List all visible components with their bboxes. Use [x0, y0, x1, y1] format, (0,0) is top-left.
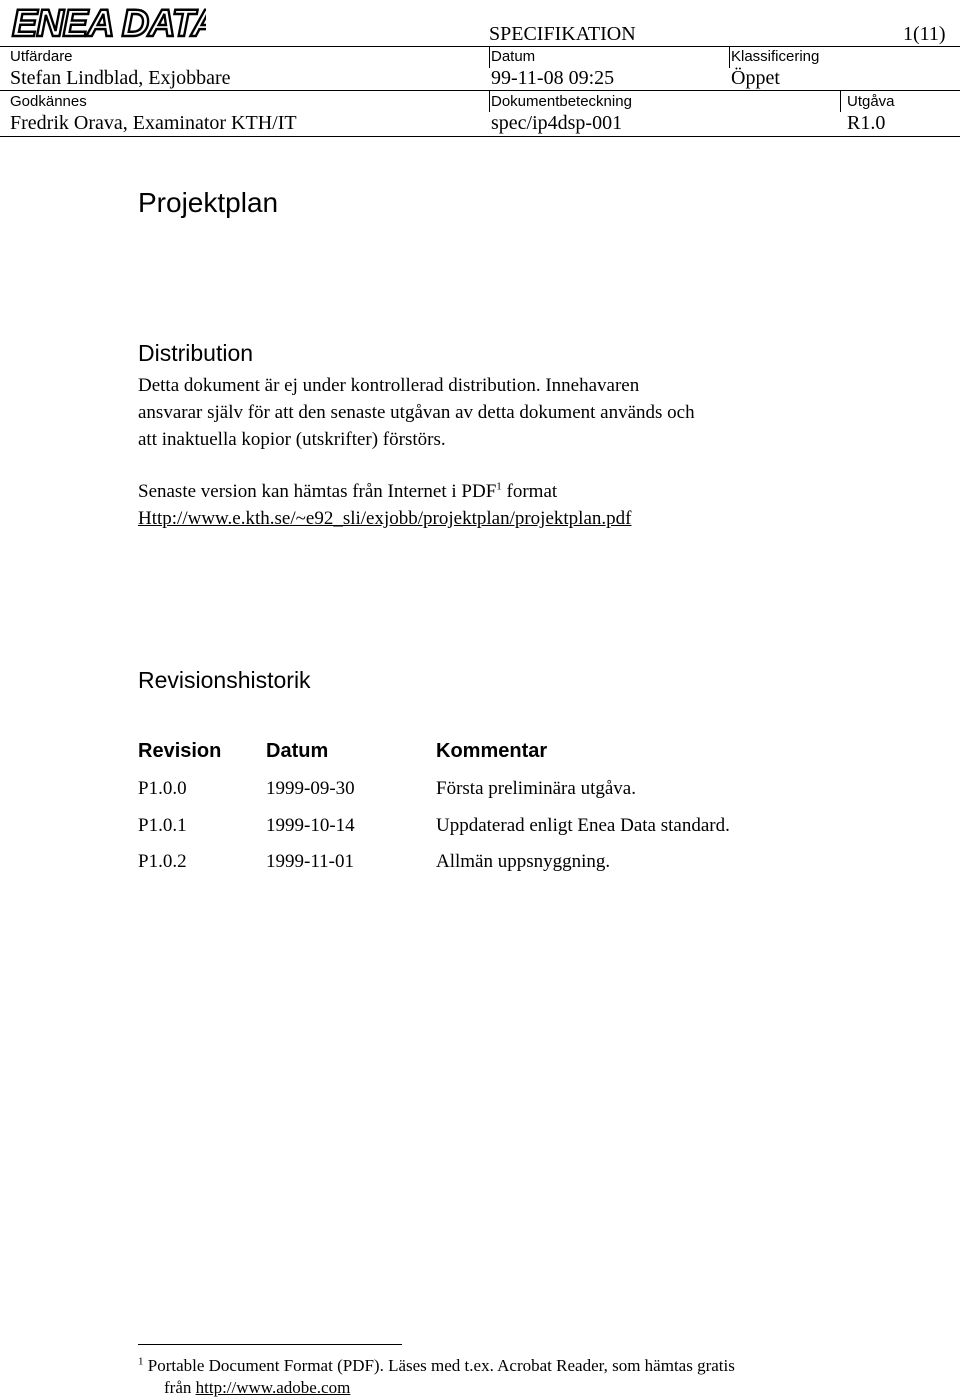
- footnote-line-1: [138, 1355, 735, 1377]
- header-rule-middle: [0, 90, 960, 91]
- footnote-prefix: från: [164, 1378, 196, 1397]
- edition-value: R1.0: [847, 112, 886, 134]
- distribution-line-3: att inaktuella kopior (utskrifter) förstörs.: [138, 429, 446, 450]
- comment-cell: Allmän uppsnyggning.: [436, 851, 611, 872]
- classification-divider: [729, 46, 730, 68]
- revision-cell: P1.0.0: [138, 778, 187, 799]
- page-number: 1(11): [903, 23, 946, 45]
- doc-type: SPECIFIKATION: [489, 23, 636, 45]
- distribution-line-1: Detta dokument är ej under kontrollerad distribution. Innehavaren: [138, 375, 640, 396]
- classification-value: Öppet: [731, 67, 780, 89]
- classification-label: Klassificering: [731, 48, 820, 65]
- header-rule-bottom: [0, 136, 960, 137]
- revision-cell: P1.0.2: [138, 851, 187, 872]
- approved-label: Godkännes: [10, 93, 87, 110]
- distribution-line-2: ansvarar själv för att den senaste utgåvan av detta dokument används och: [138, 402, 695, 423]
- footnote-number: 1: [138, 1355, 144, 1368]
- docid-value: spec/ip4dsp-001: [491, 112, 623, 134]
- header-rule-top: [0, 46, 960, 47]
- page-title: Projektplan: [138, 187, 279, 218]
- footnote-text: Portable Document Format (PDF). Läses med t.ex. Acrobat Reader, som hämtas gratis: [143, 1356, 735, 1375]
- enea-data-logo: [10, 2, 206, 44]
- distribution-heading: Distribution: [138, 340, 254, 366]
- issuer-value: Stefan Lindblad, Exjobbare: [10, 67, 231, 89]
- col-header-date: Datum: [266, 740, 329, 762]
- revision-cell: P1.0.1: [138, 815, 187, 836]
- date-value: 99-11-08 09:25: [491, 67, 615, 89]
- col-header-revision: Revision: [138, 740, 222, 762]
- col-header-comment: Kommentar: [436, 740, 548, 762]
- adobe-link[interactable]: http://www.adobe.com: [195, 1378, 351, 1397]
- enea-data-logo-graphic: [10, 2, 206, 44]
- svg-text:ENEA DATA: ENEA DATA: [12, 3, 206, 44]
- version-text-end: format: [501, 481, 558, 502]
- docid-label: Dokumentbeteckning: [491, 93, 632, 110]
- docid-divider: [489, 90, 490, 112]
- edition-divider: [840, 90, 841, 112]
- version-text: Senaste version kan hämtas från Internet i PDF: [138, 481, 497, 502]
- date-label: Datum: [491, 48, 536, 65]
- date-cell: 1999-11-01: [266, 851, 354, 872]
- pdf-url-link[interactable]: Http://www.e.kth.se/~e92_sli/exjobb/projektplan/projektplan.pdf: [138, 508, 632, 529]
- comment-cell: Första preliminära utgåva.: [436, 778, 636, 799]
- edition-label: Utgåva: [847, 93, 895, 110]
- approved-value: Fredrik Orava, Examinator KTH/IT: [10, 112, 297, 134]
- date-cell: 1999-10-14: [266, 815, 355, 836]
- version-sentence: [138, 479, 557, 505]
- date-cell: 1999-09-30: [266, 778, 355, 799]
- footnote-line-2: [164, 1377, 350, 1399]
- revision-heading: Revisionshistorik: [138, 667, 311, 693]
- footnote-ref[interactable]: 1: [496, 480, 502, 493]
- footnote-rule: [138, 1344, 402, 1345]
- comment-cell: Uppdaterad enligt Enea Data standard.: [436, 815, 730, 836]
- issuer-label: Utfärdare: [10, 48, 73, 65]
- date-divider: [489, 46, 490, 68]
